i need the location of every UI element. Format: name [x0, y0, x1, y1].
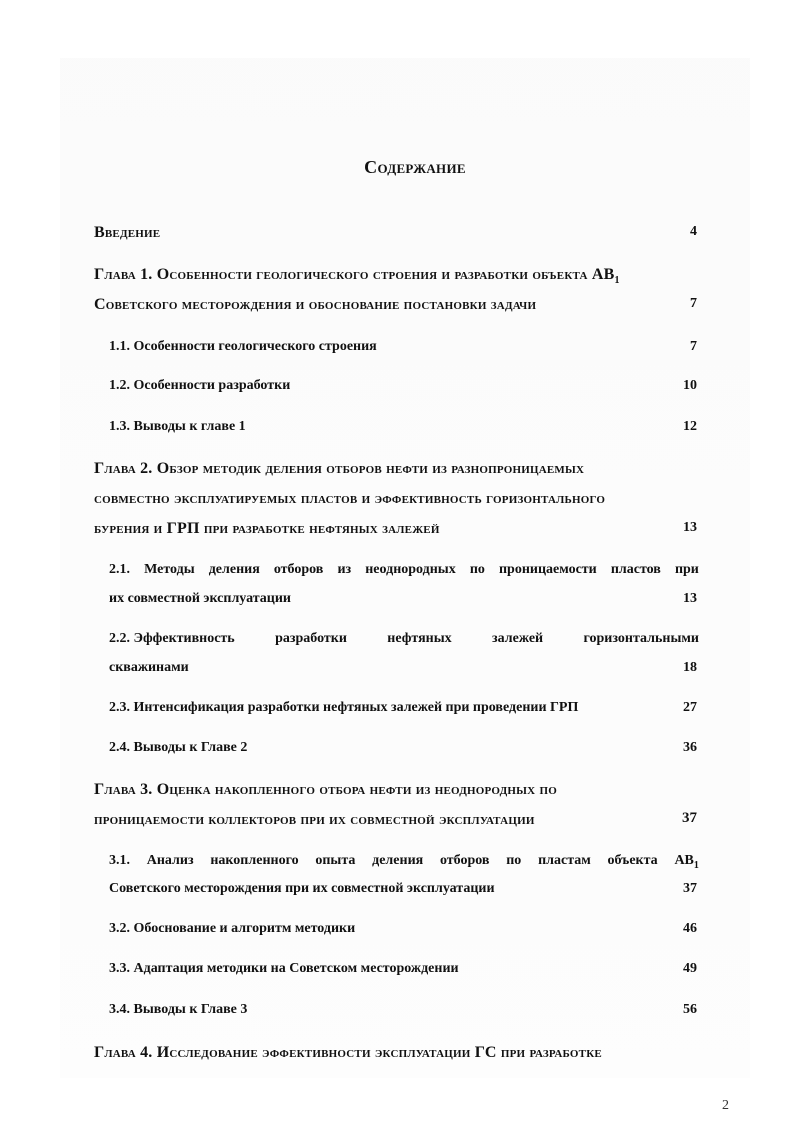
toc-section-3-3-page: 49 [683, 961, 697, 976]
toc-section-1-3: 1.3. Выводы к главе 1 [109, 419, 246, 434]
toc-section-2-3-page: 27 [683, 700, 697, 715]
toc-section-2-2-line1: 2.2. Эффективность разработки нефтяных залежей горизонтальными [109, 631, 699, 646]
toc-section-3-2-page: 46 [683, 921, 697, 936]
toc-section-2-3: 2.3. Интенсификация разработки нефтяных залежей при проведении ГРП [109, 700, 579, 715]
toc-section-3-4: 3.4. Выводы к Главе 3 [109, 1002, 248, 1017]
toc-section-3-1-line1: 3.1. Анализ накопленного опыта деления отборов по пластам объекта $АВ_1$ [109, 853, 699, 871]
toc-ch1-title-line1: Глава 1. Особенности геологического строения и разработки объекта $АВ_1$ [94, 266, 620, 287]
toc-section-2-1-line2: их совместной эксплуатации [109, 591, 291, 606]
toc-section-1-1: 1.1. Особенности геологического строения [109, 339, 377, 354]
toc-ch2-page: 13 [683, 520, 697, 535]
toc-ch3-title-line2: проницаемости коллекторов при их совместной эксплуатации [94, 811, 535, 828]
toc-intro-label: Введение [94, 224, 161, 241]
toc-ch4-title-line1: Глава 4. Исследование эффективности эксплуатации ГС при разработке [94, 1044, 602, 1061]
toc-section-1-2: 1.2. Особенности разработки [109, 378, 291, 393]
toc-section-3-3: 3.3. Адаптация методики на Советском месторождении [109, 961, 459, 976]
toc-intro-page: 4 [690, 224, 697, 239]
toc-section-1-1-page: 7 [690, 339, 697, 354]
toc-ch1-title-line2: Советского месторождения и обоснование постановки задачи [94, 296, 537, 313]
toc-section-1-3-page: 12 [683, 419, 697, 434]
page-title: Содержание [364, 157, 466, 177]
toc-section-3-4-page: 56 [683, 1002, 697, 1017]
toc-ch3-title-line1: Глава 3. Оценка накопленного отбора нефти из неоднородных по [94, 781, 557, 798]
toc-ch1-page: 7 [690, 296, 697, 311]
toc-ch2-title-line3: бурения и ГРП при разработке нефтяных залежей [94, 520, 440, 537]
toc-section-1-2-page: 10 [683, 378, 697, 393]
toc-ch2-title-line2: совместно эксплуатируемых пластов и эффективность горизонтального [94, 490, 606, 507]
toc-ch2-title-line1: Глава 2. Обзор методик деления отборов нефти из разнопроницаемых [94, 460, 585, 477]
toc-section-3-1-page: 37 [683, 881, 697, 896]
toc-section-2-1-line1: 2.1. Методы деления отборов из неоднородных по проницаемости пластов при [109, 562, 699, 577]
page-number: 2 [722, 1098, 729, 1113]
toc-section-2-4: 2.4. Выводы к Главе 2 [109, 740, 248, 755]
toc-section-2-4-page: 36 [683, 740, 697, 755]
toc-section-2-2-line2: скважинами [109, 660, 189, 675]
toc-section-2-2-page: 18 [683, 660, 697, 675]
toc-section-2-1-page: 13 [683, 591, 697, 606]
toc-section-3-1-line2: Советского месторождения при их совместной эксплуатации [109, 881, 495, 896]
toc-section-3-2: 3.2. Обоснование и алгоритм методики [109, 921, 356, 936]
toc-ch3-page: 37 [682, 810, 697, 826]
